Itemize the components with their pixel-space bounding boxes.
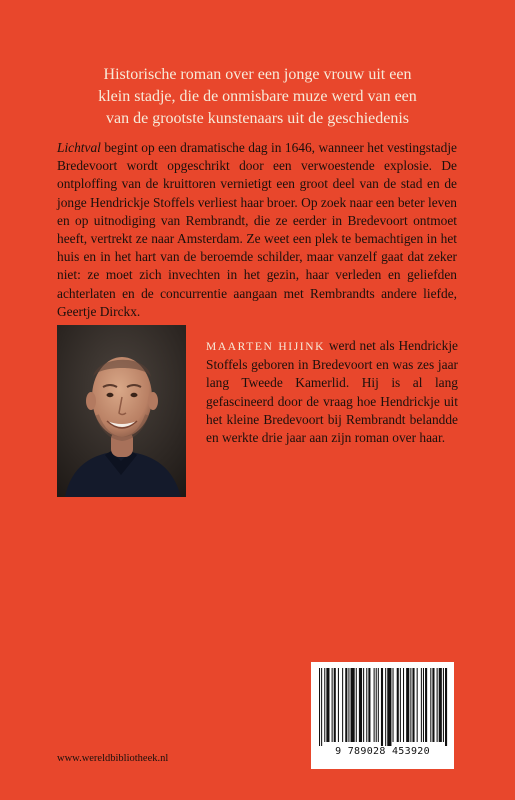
barcode-bar: [432, 668, 434, 742]
author-name: MAARTEN HIJINK: [206, 341, 326, 353]
barcode-bar: [443, 668, 444, 742]
tagline: [60, 64, 455, 130]
barcode-bars: [317, 668, 448, 746]
barcode-bar: [356, 668, 357, 742]
barcode-bar: [417, 668, 418, 742]
barcode-bar: [376, 668, 377, 742]
barcode-bar: [385, 668, 386, 746]
barcode-bar: [387, 668, 391, 746]
barcode-bar: [374, 668, 375, 742]
barcode-bar: [423, 668, 424, 742]
blurb-text: begint op een dramatische dag in 1646, wanneer het vestingstadje Bredevoort wordt opgeschrikt door een verwoestende explosie. De ontploffing van de kruittoren vernietigt een groot deel van de stad en de jonge Hendrickje Stoffels verliest haar broer. Op zoek naar een beter leven en op uitnodiging van Rembrandt, die ze eerder in Bredevoort ontmoet heeft, vertrekt ze naar Amsterdam. Ze weet een plek te bemachtigen in het huis en in het hart van de beroemde schilder, maar vanzelf gaat dat zeker niet: ze moet zich invechten in het gezin, haar verleden en geliefden achterlaten en de concurrentie aangaan met Rembrandts andere liefde, Geertje Dirckx.: [57, 140, 457, 319]
barcode-bar: [332, 668, 333, 742]
tagline-line-3: van de grootste kunstenaars uit de geschiedenis: [105, 110, 410, 127]
barcode-bar: [430, 668, 431, 742]
barcode-bar: [351, 668, 355, 742]
barcode-bar: [403, 668, 404, 742]
barcode-bar: [368, 668, 370, 742]
barcode-bar: [410, 668, 411, 742]
author-bio-text: werd net als Hendrickje Stoffels geboren in Bredevoort en was zes jaar lang Tweede Kamerlid. Hij is al lang gefascineerd door de vraag hoe Hendrickje uit het kleine Bredevoort bij Rembrandt belandde en werkte drie jaar aan zijn roman over haar.: [206, 338, 458, 446]
isbn-number: 9 789028 453920: [335, 746, 430, 757]
barcode: [311, 662, 454, 769]
tagline-line-2: klein stadje, die de onmisbare muze werd van een: [98, 88, 417, 105]
barcode-bar: [348, 668, 349, 742]
barcode-bar: [338, 668, 339, 742]
barcode-bar: [366, 668, 367, 742]
tagline-line-1: Historische roman over een jonge vrouw uit een: [103, 66, 412, 83]
publisher-website: www.wereldbibliotheek.nl: [57, 753, 169, 764]
barcode-bar: [381, 668, 383, 746]
barcode-bar: [345, 668, 347, 742]
author-photo: [57, 325, 186, 497]
barcode-bar: [421, 668, 422, 742]
barcode-bar: [363, 668, 364, 742]
barcode-bar: [393, 668, 394, 742]
barcode-bar: [324, 668, 325, 742]
barcode-bar: [319, 668, 320, 746]
barcode-bar: [445, 668, 447, 746]
barcode-bar: [321, 668, 322, 746]
barcode-bar: [400, 668, 401, 742]
book-title: Lichtval: [57, 140, 101, 155]
barcode-bar: [342, 668, 343, 742]
barcode-bar: [439, 668, 442, 742]
barcode-bar: [326, 668, 329, 742]
barcode-bar: [412, 668, 414, 742]
barcode-bar: [359, 668, 362, 742]
barcode-bar: [425, 668, 427, 742]
barcode-bar: [397, 668, 399, 742]
barcode-bar: [378, 668, 379, 742]
book-blurb: [57, 139, 457, 321]
author-bio: [206, 337, 458, 447]
barcode-bar: [406, 668, 409, 742]
barcode-bar: [437, 668, 438, 742]
author-portrait-image: [57, 325, 186, 497]
barcode-bar: [334, 668, 336, 742]
